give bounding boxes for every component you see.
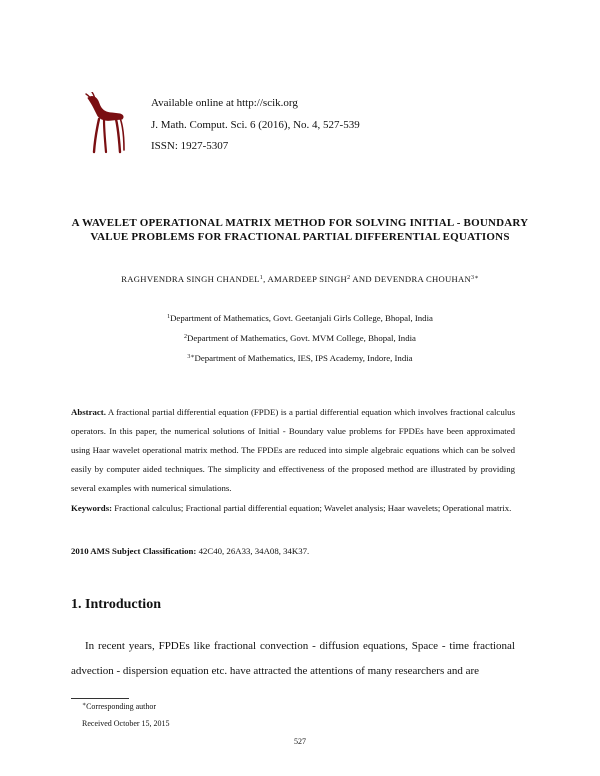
introduction-text: In recent years, FPDEs like fractional convection - diffusion equations, Space - time fractional advection - dispersion equation etc. have attracted the attentions of many researchers and are — [71, 640, 515, 677]
page-number: 527 — [294, 737, 306, 746]
affiliation-superscript: 1 — [167, 314, 171, 320]
footnote-text: Corresponding author — [86, 702, 157, 711]
affiliation — [60, 333, 540, 343]
footnote-received: Received October 15, 2015 — [82, 719, 170, 728]
author-superscript: 1 — [259, 275, 264, 281]
footnote-rule — [71, 698, 129, 699]
affiliation-superscript: 2 — [184, 334, 188, 340]
keywords-label: Keywords: — [71, 503, 113, 513]
journal-availability: Available online at http://scik.org — [151, 97, 298, 109]
footnote-corresponding — [82, 702, 156, 711]
paper-title: A WAVELET OPERATIONAL MATRIX METHOD FOR SOLVING INITIAL - BOUNDARY VALUE PROBLEMS FOR FRACTIONAL PARTIAL DIFFERENTIAL EQUATIONS — [71, 217, 529, 243]
journal-issn: ISSN: 1927-5307 — [151, 140, 229, 152]
author-list — [60, 274, 540, 284]
affiliation-superscript: 3∗ — [187, 354, 195, 360]
affiliation — [60, 353, 540, 363]
abstract — [71, 403, 515, 498]
footnote-superscript: ∗ — [82, 702, 87, 708]
author-name: AND DEVENDRA CHOUHAN — [350, 274, 472, 284]
journal-citation: J. Math. Comput. Sci. 6 (2016), No. 4, 527-539 — [151, 119, 360, 131]
abstract-label: Abstract. — [71, 407, 106, 417]
author-superscript: 2 — [347, 275, 351, 281]
journal-logo-icon — [82, 92, 126, 154]
affiliation-text: Department of Mathematics, IES, IPS Academy, Indore, India — [194, 353, 413, 363]
author-name: RAGHVENDRA SINGH CHANDEL — [121, 274, 260, 284]
classification-label: 2010 AMS Subject Classification: — [71, 546, 197, 556]
author-name: , AMARDEEP SINGH — [263, 274, 348, 284]
author-superscript: 3∗ — [471, 275, 479, 281]
keywords — [71, 499, 515, 518]
subject-classification — [71, 542, 515, 561]
classification-text: 42C40, 26A33, 34A08, 34K37. — [198, 546, 310, 556]
abstract-text: A fractional partial differential equation (FPDE) is a partial differential equation which involves fractional calculus operators. In this paper, the numerical solutions of Initial - Boundary value problems for FPDEs have been approximated using Haar wavelet operational matrix method. The FPDEs are reduced into simple algebraic equations which can be solved easily by computer aided techniques. The simplicity and effectiveness of the proposed method are illustrated by providing several examples with numerical simulations. — [71, 407, 516, 493]
affiliation-text: Department of Mathematics, Govt. MVM College, Bhopal, India — [187, 333, 416, 343]
affiliation — [60, 313, 540, 323]
affiliation-text: Department of Mathematics, Govt. Geetanjali Girls College, Bhopal, India — [170, 313, 433, 323]
keywords-text: Fractional calculus; Fractional partial differential equation; Wavelet analysis; Haar wavelets; Operational matrix. — [114, 503, 512, 513]
section-heading: 1. Introduction — [71, 597, 161, 612]
